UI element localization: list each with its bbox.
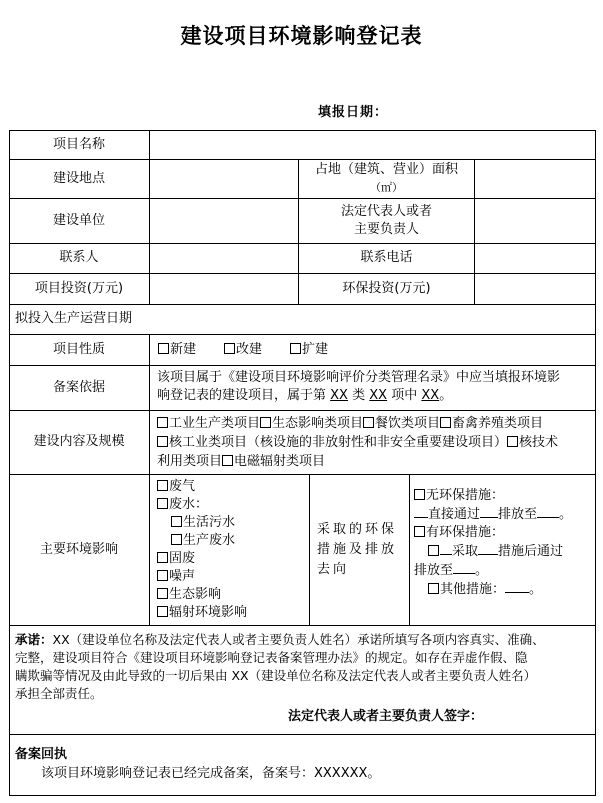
checkbox-icon[interactable] bbox=[157, 606, 168, 617]
checkbox-icon[interactable] bbox=[363, 417, 374, 428]
checkbox-icon[interactable] bbox=[157, 588, 168, 599]
contact-field[interactable] bbox=[150, 243, 298, 273]
start-date-label: 拟投入生产运营日期 bbox=[15, 311, 133, 326]
checkbox-icon[interactable] bbox=[157, 436, 168, 447]
option-expand[interactable]: 扩建 bbox=[290, 341, 328, 359]
receipt-label: 备案回执 bbox=[15, 747, 68, 762]
checkbox-icon[interactable] bbox=[414, 526, 425, 537]
checkbox-icon[interactable] bbox=[158, 343, 169, 354]
contact-label: 联系人 bbox=[59, 250, 99, 265]
checkbox-icon[interactable] bbox=[224, 343, 235, 354]
checkbox-icon[interactable] bbox=[260, 417, 271, 428]
registration-form-table bbox=[9, 130, 596, 796]
phone-field[interactable] bbox=[475, 243, 595, 273]
checkbox-icon[interactable] bbox=[157, 498, 168, 509]
impact-options: 废气 废水： 生活污水 生产废水 固废 噪声 生态影响 辐射环境影响 bbox=[157, 478, 307, 622]
measures-options: 无环保措施： 直接通过 排放至 。 有环保措施： 采取 措施后通过 排放至 。 其他措施： 。 bbox=[414, 488, 573, 597]
phone-label: 联系电话 bbox=[360, 250, 413, 265]
checkbox-icon[interactable] bbox=[157, 570, 168, 581]
filing-basis-label: 备案依据 bbox=[52, 379, 105, 395]
checkbox-icon[interactable] bbox=[428, 583, 439, 594]
legal-rep-field[interactable] bbox=[475, 198, 595, 243]
filing-basis-text: 该项目属于《建设项目环境影响评价分类管理名录》中应当填报环境影 响登记表的建设项目，属于第 XX 类 XX 项中 XX。 bbox=[157, 370, 561, 403]
checkbox-icon[interactable] bbox=[222, 455, 233, 466]
checkbox-icon[interactable] bbox=[157, 552, 168, 563]
checkbox-icon[interactable] bbox=[414, 489, 425, 500]
project-name-field[interactable] bbox=[150, 130, 595, 159]
construction-unit-label: 建设单位 bbox=[52, 212, 105, 228]
checkbox-icon[interactable] bbox=[290, 343, 301, 354]
land-area-label: 占地（建筑、营业）面积 （㎡） bbox=[314, 161, 458, 194]
commitment-text: 承诺：XX（建设单位名称及法定代表人或者主要负责人姓名）承诺所填写各项内容真实、准确、 完整，建设项目符合《建设项目环境影响登记表备案管理办法》的规定。如存在弄虚作假、隐 瞒欺骗等情况及由此导致的一切后果由 XX（建设单位名称及法定代表人或者主要负责人姓名） 承担全部责任。 bbox=[15, 632, 545, 701]
location-field[interactable] bbox=[150, 159, 298, 198]
investment-label: 项目投资(万元) bbox=[34, 280, 124, 296]
measures-label: 采取的环保措施及排放去向 bbox=[317, 521, 398, 577]
env-investment-label: 环保投资(万元) bbox=[342, 280, 431, 296]
checkbox-icon[interactable] bbox=[507, 436, 518, 447]
checkbox-icon[interactable] bbox=[157, 480, 168, 491]
project-nature-options bbox=[158, 334, 588, 365]
project-name-label: 项目名称 bbox=[52, 136, 105, 152]
checkbox-icon[interactable] bbox=[428, 545, 439, 556]
signature-label: 法定代表人或者主要负责人签字： bbox=[288, 709, 484, 724]
construction-scope-label: 建设内容及规模 bbox=[33, 434, 125, 449]
receipt-text: 该项目环境影响登记表已经完成备案，备案号：XXXXXX。 bbox=[41, 766, 381, 781]
legal-rep-label: 法定代表人或者 主要负责人 bbox=[340, 203, 432, 237]
construction-unit-field[interactable] bbox=[150, 198, 298, 243]
checkbox-icon[interactable] bbox=[171, 516, 182, 527]
checkbox-icon[interactable] bbox=[157, 417, 168, 428]
option-new[interactable]: 新建 bbox=[158, 341, 196, 359]
checkbox-icon[interactable] bbox=[171, 534, 182, 545]
project-nature-label: 项目性质 bbox=[52, 341, 105, 357]
land-area-field[interactable] bbox=[475, 159, 595, 198]
construction-scope-options: 工业生产类项目 生态影响类项目 餐饮类项目 畜禽养殖类项目 核工业类项目（核设施的非放射性和非安全重要建设项目） 核技术 利用类项目 电磁辐射类项目 bbox=[157, 416, 559, 469]
option-rebuild[interactable]: 改建 bbox=[224, 341, 262, 359]
checkbox-icon[interactable] bbox=[440, 417, 451, 428]
env-investment-field[interactable] bbox=[475, 273, 595, 304]
investment-field[interactable] bbox=[150, 273, 298, 304]
fill-date-label: 填报日期： bbox=[318, 105, 389, 120]
location-label: 建设地点 bbox=[52, 170, 105, 186]
main-impact-label: 主要环境影响 bbox=[39, 541, 118, 557]
form-title: 建设项目环境影响登记表 bbox=[180, 24, 423, 48]
